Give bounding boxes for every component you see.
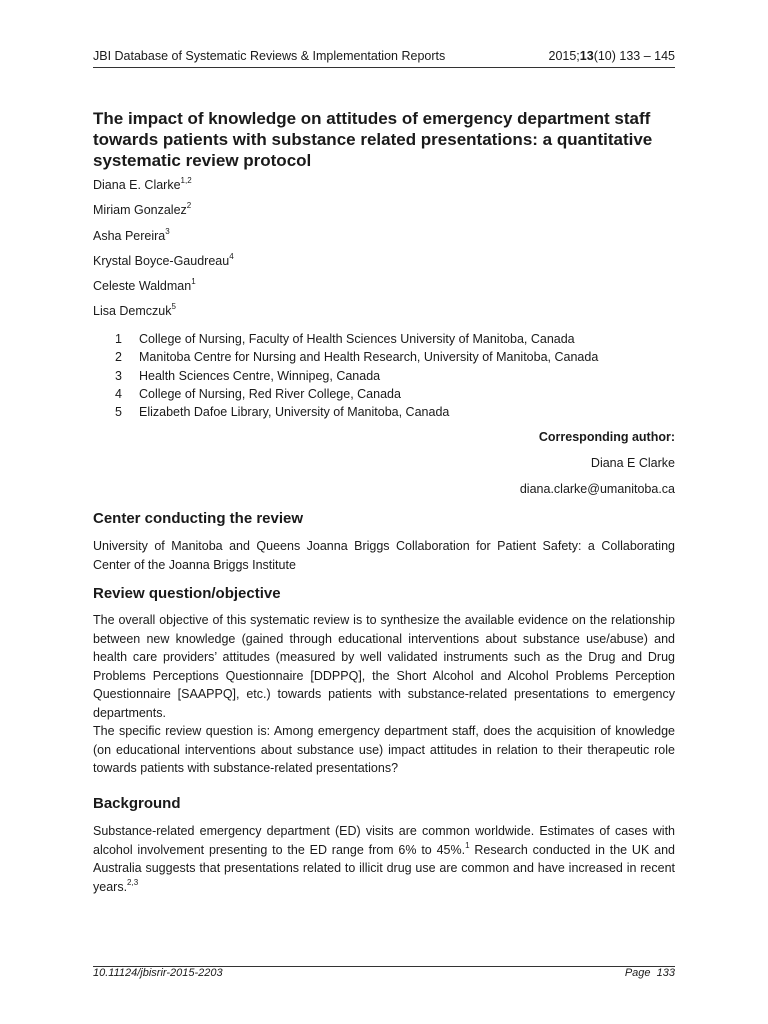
section-heading-center: Center conducting the review bbox=[93, 510, 304, 527]
corresponding-author-name: Diana E Clarke bbox=[590, 456, 675, 470]
review-paragraph-2: The specific review question is: Among emergency department staff, does the acquisition of knowledge (on educational interventions about substance use) impact attitudes in relation to their therapeutic role towards patients with substance-related presentations? bbox=[93, 724, 675, 775]
author: Miriam Gonzalez$^2$ bbox=[93, 201, 192, 218]
author: Asha Pereira$^3$ bbox=[93, 226, 170, 243]
author: Celeste Waldman$^1$ bbox=[93, 277, 196, 294]
citation: 2015;13(10) 133 – 145 bbox=[548, 49, 675, 63]
affiliation: 3 Health Sciences Centre, Winnipeg, Canada bbox=[115, 368, 381, 383]
author: Krystal Boyce-Gaudreau$^4$ bbox=[93, 251, 234, 268]
journal-name: JBI Database of Systematic Reviews & Implementation Reports bbox=[93, 49, 446, 63]
affiliation-list bbox=[93, 331, 598, 422]
citation-ref: 2,3 bbox=[127, 877, 139, 887]
corresponding-author-email[interactable]: diana.clarke@umanitoba.ca bbox=[519, 482, 675, 496]
affiliation: 2 Manitoba Centre for Nursing and Health Research, University of Manitoba, Canada bbox=[115, 350, 599, 365]
affiliation: 4 College of Nursing, Red River College, Canada bbox=[115, 386, 401, 401]
corresponding-author-label: Corresponding author: bbox=[538, 430, 675, 444]
citation-ref: 1 bbox=[465, 840, 470, 850]
page-footer bbox=[93, 967, 675, 979]
page-number: Page 133 bbox=[624, 967, 675, 979]
author: Lisa Demczuk$^5$ bbox=[93, 302, 176, 319]
author-list bbox=[93, 177, 234, 329]
center-paragraph: University of Manitoba and Queens Joanna Briggs Collaboration for Patient Safety: a Collaborating Center of the Joanna Briggs Institute bbox=[93, 539, 675, 572]
section-heading-review: Review question/objective bbox=[93, 585, 281, 602]
background-paragraph: Substance-related emergency department (ED) visits are common worldwide. Estimates of cases with alcohol involvement presenting to the ED range from 6% to 45%.$^1$ Research conducted in the UK and Australia suggests that presentations related to illicit drug use are common and have increased in recent years.$^{2,3}$ bbox=[93, 824, 675, 894]
author: Diana E. Clarke$^{1,2}$ bbox=[93, 176, 192, 192]
running-header bbox=[93, 49, 675, 63]
review-paragraph-1: The overall objective of this systematic review is to synthesize the available evidence on the relationship between new knowledge (gained through educational interventions about substance use/abuse) and health care providers’ attitudes (measured by well validated instruments such as the Drug and Drug Problems Perceptions Questionnaire [DDPPQ], the Short Alcohol and Alcohol Problems Perception Questionnaire [SAAPPQ], etc.) towards patients with substance-related presentations to emergency departments. bbox=[93, 613, 675, 720]
affiliation: 1 College of Nursing, Faculty of Health Sciences University of Manitoba, Canada bbox=[115, 332, 575, 346]
paper-page bbox=[93, 0, 675, 1024]
doi: 10.11124/jbisrir-2015-2203 bbox=[93, 967, 223, 979]
header-rule bbox=[93, 67, 675, 68]
section-heading-background: Background bbox=[93, 795, 181, 812]
affiliation: 5 Elizabeth Dafoe Library, University of Manitoba, Canada bbox=[115, 405, 450, 420]
paper-title: The impact of knowledge on attitudes of emergency department staff towards patients with substance related presentations: a quantitative systematic review protocol bbox=[93, 109, 653, 170]
